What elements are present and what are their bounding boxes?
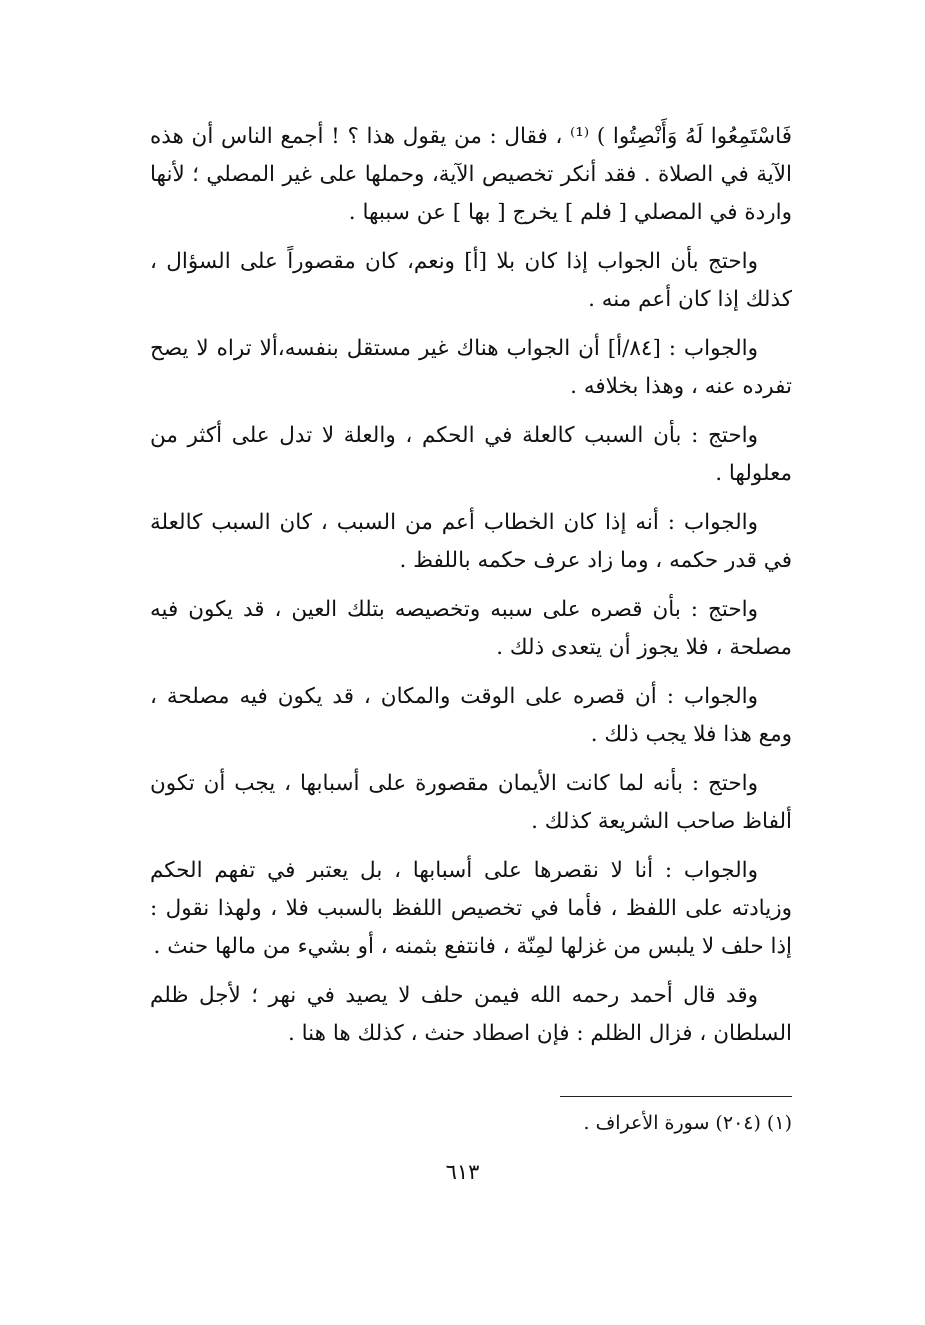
paragraph: والجواب : أنا لا نقصرها على أسبابها ، بل يعتبر في تفهم الحكم وزيادته على اللفظ ، فأما في تخصيص اللفظ بالسبب فلا ، ولهذا نقول : إذا حلف لا يلبس من غزلها لمِنّة ، فانتفع بثمنه ، أو بشيء من مالها حنث .	[150, 858, 792, 959]
paragraph: وقد قال أحمد رحمه الله فيمن حلف لا يصيد في نهر ؛ لأجل ظلم السلطان ، فزال الظلم : فإن اصطاد حنث ، كذلك ها هنا .	[150, 983, 792, 1046]
footnote-divider	[560, 1096, 792, 1097]
paragraph: والجواب : أن قصره على الوقت والمكان ، قد يكون فيه مصلحة ، ومع هذا فلا يجب ذلك .	[150, 684, 792, 747]
paragraph: واحتج : بأن قصره على سببه وتخصيصه بتلك العين ، قد يكون فيه مصلحة ، فلا يجوز أن يتعدى ذلك .	[150, 597, 792, 660]
paragraph: فَاسْتَمِعُوا لَهُ وَأَنْصِتُوا ) ⁽¹⁾ ، فقال : من يقول هذا ؟ ! أجمع الناس أن هذه الآية في الصلاة . فقد أنكر تخصيص الآية، وحملها على غير المصلي ؛ لأنها واردة في المصلي [ فلم ] يخرج [ بها ] عن سببها .	[150, 124, 792, 225]
body-text	[150, 118, 792, 1064]
paragraph: والجواب : [٨٤/أ] أن الجواب هناك غير مستقل بنفسه،ألا تراه لا يصح تفرده عنه ، وهذا بخلافه .	[150, 336, 792, 399]
paragraph: واحتج : بأنه لما كانت الأيمان مقصورة على أسبابها ، يجب أن تكون ألفاظ صاحب الشريعة كذلك .	[150, 771, 792, 834]
paragraph: والجواب : أنه إذا كان الخطاب أعم من السبب ، كان السبب كالعلة في قدر حكمه ، وما زاد عرف حكمه باللفظ .	[150, 510, 792, 573]
paragraph: واحتج بأن الجواب إذا كان بلا [أ] ونعم، كان مقصوراً على السؤال ، كذلك إذا كان أعم منه .	[150, 249, 792, 312]
paragraph: واحتج : بأن السبب كالعلة في الحكم ، والعلة لا تدل على أكثر من معلولها .	[150, 423, 792, 486]
page-number: ٦١٣	[445, 1160, 480, 1184]
footnote: (١) (٢٠٤) سورة الأعراف .	[583, 1112, 792, 1134]
